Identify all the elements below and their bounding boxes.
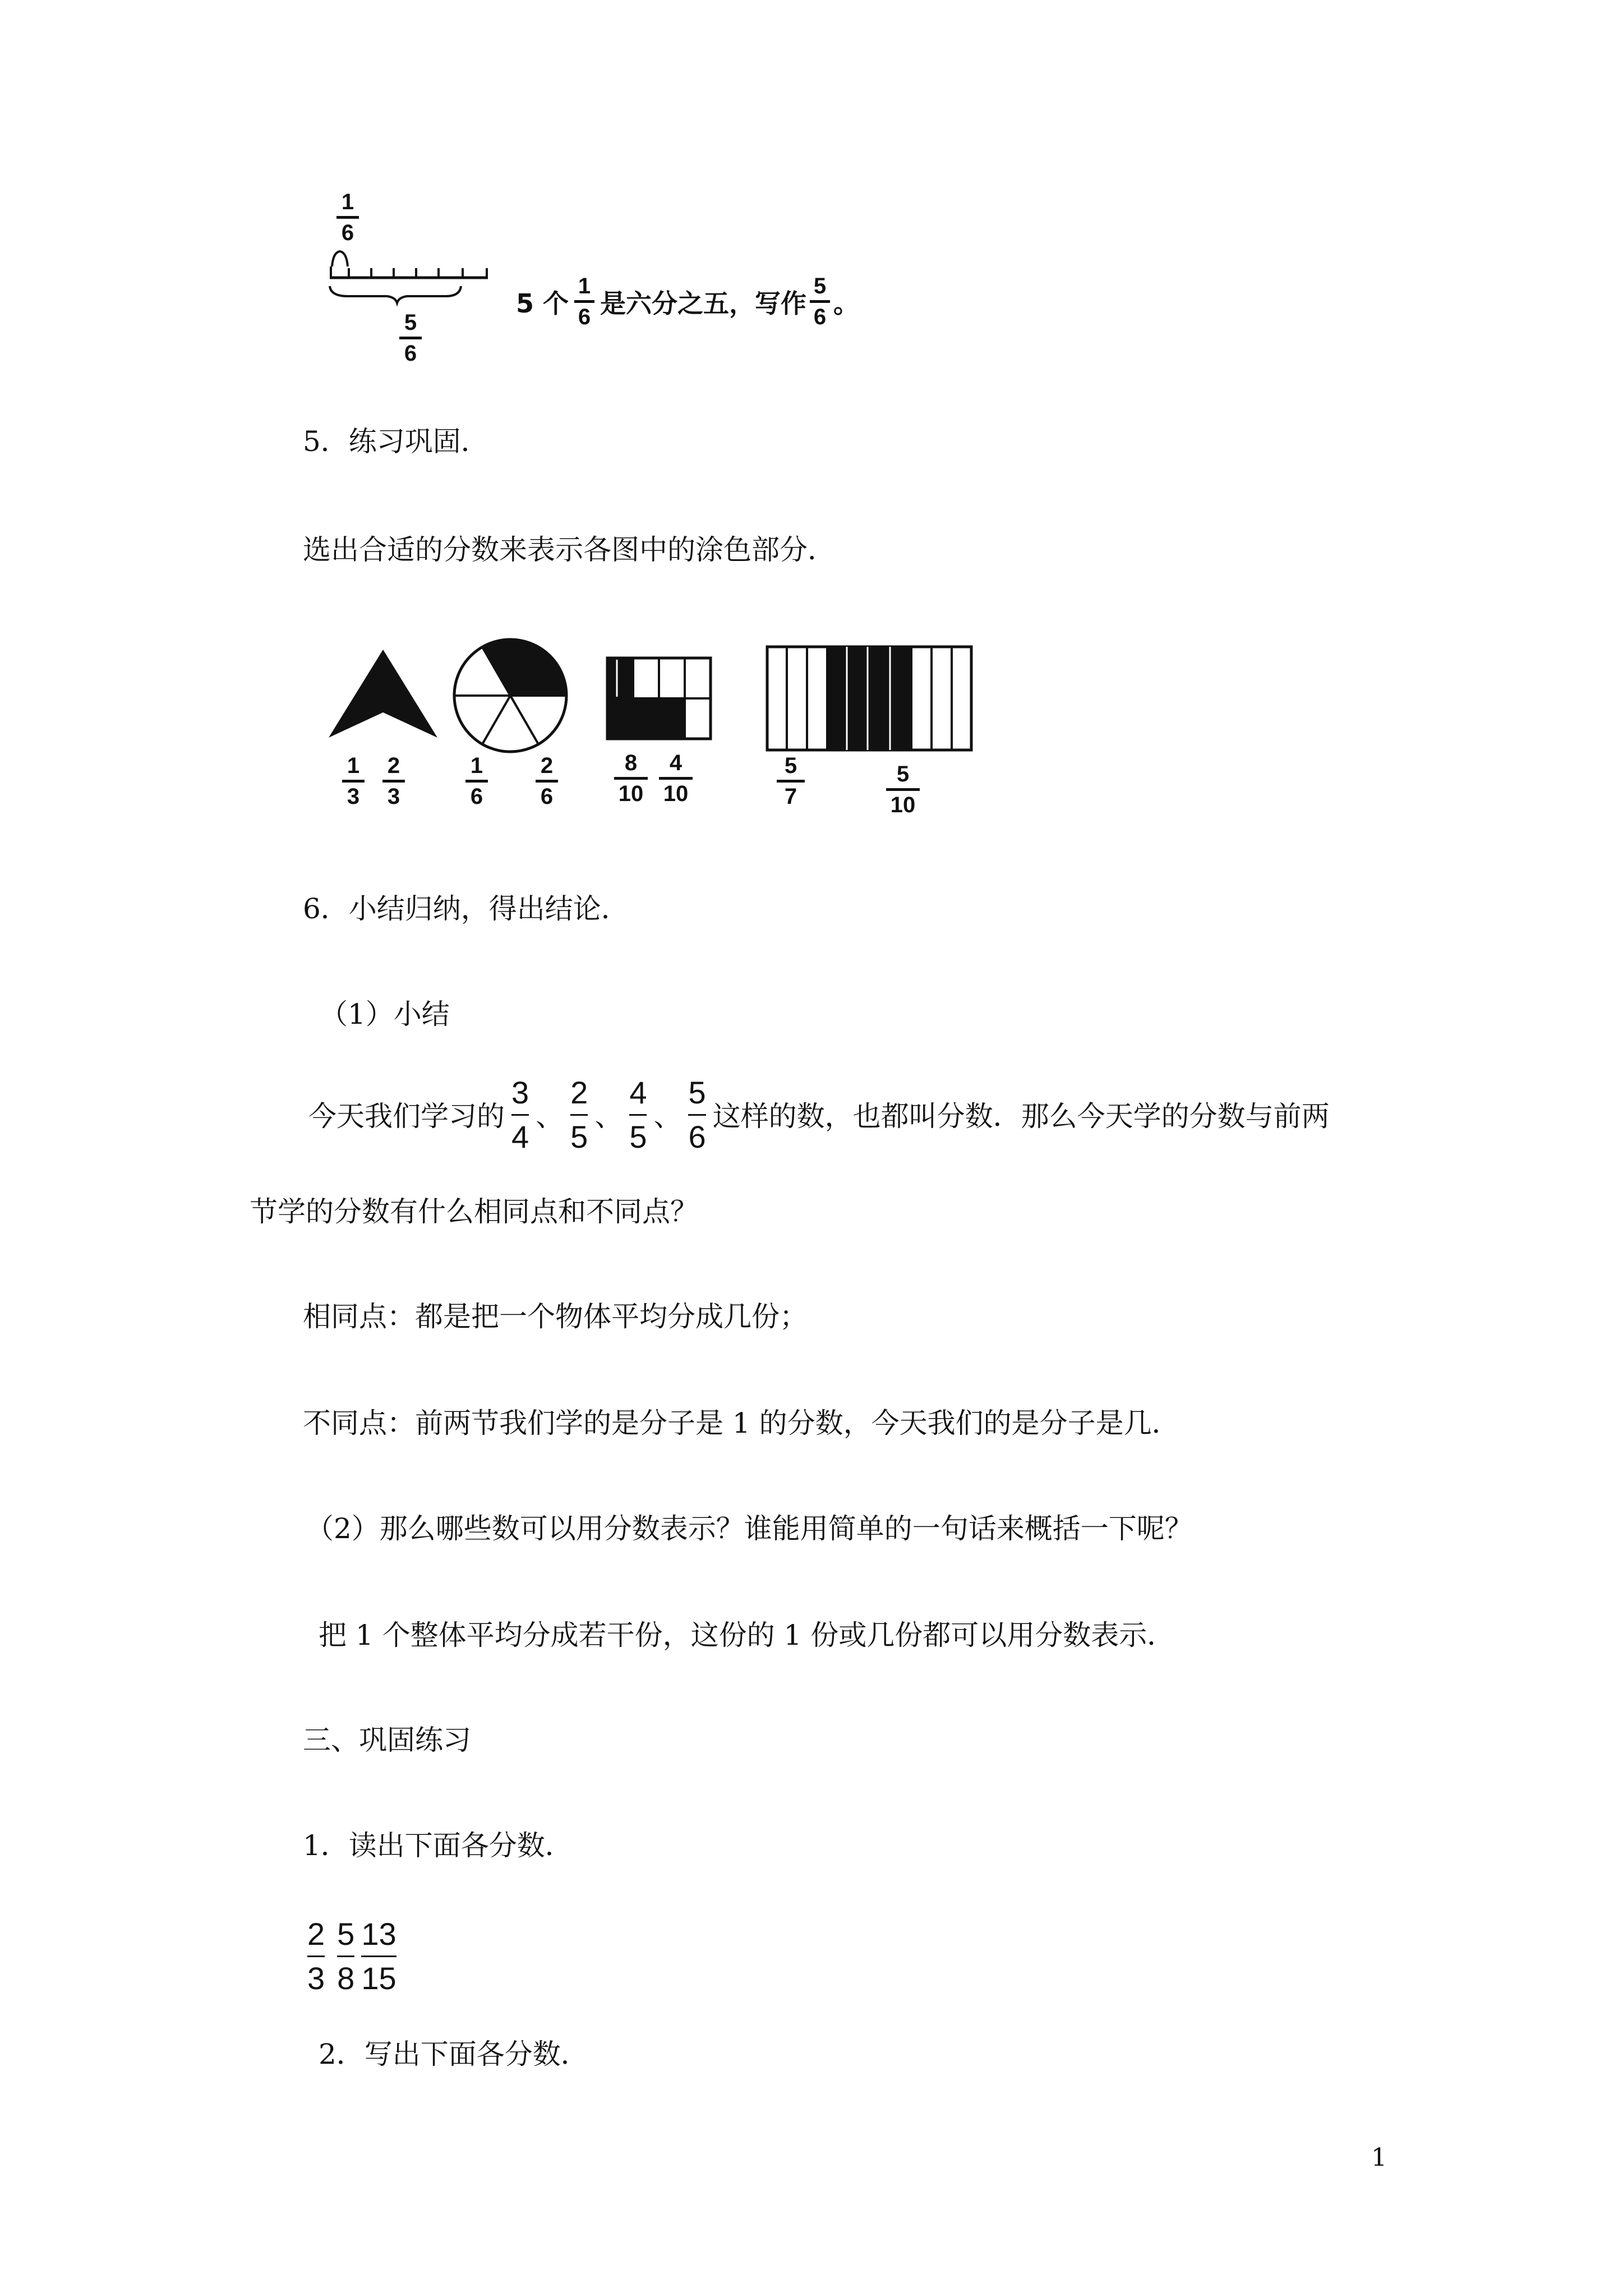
caption-fraction-2 xyxy=(810,275,830,328)
numerator: 2 xyxy=(540,753,554,778)
numerator: 1 xyxy=(347,753,360,778)
exercise-1-fraction-2 xyxy=(337,1918,354,1994)
numerator: 8 xyxy=(624,751,638,775)
denominator: 4 xyxy=(511,1119,529,1154)
fraction-bar xyxy=(536,780,558,783)
summary-prefix: 今天我们学习的 xyxy=(308,1100,505,1133)
shape4-option-1 xyxy=(777,754,805,808)
fraction-bar xyxy=(307,1955,325,1957)
denominator: 6 xyxy=(578,305,591,329)
denominator: 8 xyxy=(337,1961,355,1996)
denominator: 10 xyxy=(663,781,689,806)
summary-fraction-3 xyxy=(629,1077,647,1153)
numerator: 1 xyxy=(341,190,354,214)
fraction-bar xyxy=(336,216,359,219)
numerator: 2 xyxy=(387,753,400,778)
section-6-sub1: （1）小结 xyxy=(320,998,450,1030)
part-3-title: 三、巩固练习 xyxy=(303,1724,471,1756)
summary-separator-3: 、 xyxy=(653,1100,682,1133)
summary-fraction-1 xyxy=(511,1077,529,1153)
shape2-option-2 xyxy=(536,754,558,808)
fraction-bar xyxy=(777,780,805,783)
numerator: 5 xyxy=(688,1075,706,1110)
top-fraction-one-sixth xyxy=(336,191,359,244)
numerator: 13 xyxy=(361,1916,396,1952)
fraction-bar xyxy=(337,1955,354,1957)
denominator: 7 xyxy=(784,784,797,809)
shaded-triangle-figure xyxy=(324,645,442,740)
denominator: 3 xyxy=(347,784,360,809)
shaded-circle-figure xyxy=(449,634,572,757)
caption-fraction-1 xyxy=(574,275,594,328)
denominator: 5 xyxy=(629,1119,647,1154)
number-line-figure xyxy=(325,247,494,314)
caption-text-end: 。 xyxy=(833,288,860,319)
bottom-fraction-five-sixths xyxy=(399,311,422,365)
shape2-option-1 xyxy=(465,754,488,808)
fraction-bar xyxy=(382,780,405,783)
numerator: 2 xyxy=(570,1075,588,1110)
denominator: 6 xyxy=(341,220,354,245)
fraction-bar xyxy=(688,1114,706,1116)
different-point: 不同点：前两节我们学的是分子是 1 的分数，今天我们的是分子是几． xyxy=(303,1407,1180,1439)
shape4-option-2 xyxy=(886,763,920,816)
fraction-bar xyxy=(570,1114,588,1116)
fraction-bar xyxy=(810,300,830,303)
summary-separator-2: 、 xyxy=(594,1100,623,1133)
exercise-1-fraction-3 xyxy=(361,1918,396,1994)
exercise-2-title: 2．写出下面各分数． xyxy=(319,2038,589,2070)
exercise-1-fraction-1 xyxy=(307,1918,325,1994)
section-5-title: 5．练习巩固． xyxy=(303,425,489,458)
numerator: 5 xyxy=(337,1916,355,1952)
summary-fraction-4 xyxy=(688,1077,706,1153)
denominator: 3 xyxy=(387,784,400,809)
fraction-bar xyxy=(361,1955,396,1957)
fraction-bar xyxy=(629,1114,647,1116)
fraction-bar xyxy=(886,788,920,791)
fraction-bar xyxy=(511,1114,529,1116)
denominator: 6 xyxy=(540,784,554,809)
numerator: 5 xyxy=(784,753,797,778)
shaded-grid-figure xyxy=(606,656,712,740)
denominator: 6 xyxy=(470,784,483,809)
summary-line-2: 节学的分数有什么相同点和不同点？ xyxy=(250,1195,698,1228)
numerator: 5 xyxy=(404,310,417,335)
fraction-bar xyxy=(399,337,422,339)
caption-text-a: 5 个 xyxy=(516,288,569,319)
shape1-option-1 xyxy=(342,754,365,808)
exercise-1-fractions xyxy=(307,1918,396,1994)
summary-fraction-2 xyxy=(570,1077,588,1153)
numerator: 5 xyxy=(896,762,910,786)
numerator: 4 xyxy=(629,1075,647,1110)
same-point: 相同点：都是把一个物体平均分成几份； xyxy=(303,1300,808,1333)
denominator: 3 xyxy=(307,1961,325,1996)
numerator: 4 xyxy=(669,751,683,775)
shaded-strip-figure xyxy=(766,645,973,752)
summary-separator-1: 、 xyxy=(536,1100,564,1133)
fraction-bar xyxy=(574,300,594,303)
numerator: 3 xyxy=(511,1075,529,1110)
numerator: 1 xyxy=(578,274,591,298)
fraction-bar xyxy=(614,777,648,780)
section-6-sub2: （2）那么哪些数可以用分数表示？谁能用简单的一句话来概括一下呢？ xyxy=(306,1512,1193,1545)
section-5-instruction: 选出合适的分数来表示各图中的涂色部分． xyxy=(303,533,836,566)
denominator: 10 xyxy=(618,781,644,806)
caption-text-b: 是六分之五，写作 xyxy=(600,288,807,319)
numerator: 1 xyxy=(470,753,483,778)
conclusion-text: 把 1 个整体平均分成若干份，这份的 1 份或几份都可以用分数表示． xyxy=(319,1619,1175,1651)
fraction-bar xyxy=(659,777,693,780)
summary-paragraph xyxy=(308,1077,1330,1153)
denominator: 15 xyxy=(361,1961,396,1996)
denominator: 6 xyxy=(688,1119,706,1154)
exercise-1-title: 1．读出下面各分数． xyxy=(303,1829,573,1862)
shape1-option-2 xyxy=(382,754,405,808)
fraction-bar xyxy=(465,780,488,783)
shape3-option-2 xyxy=(659,752,693,805)
denominator: 5 xyxy=(570,1119,588,1154)
numerator: 5 xyxy=(813,274,827,298)
shape3-option-1 xyxy=(614,752,648,805)
section-6-title: 6．小结归纳，得出结论． xyxy=(303,892,629,925)
page-number: 1 xyxy=(1371,2143,1387,2172)
denominator: 10 xyxy=(890,793,916,817)
fraction-bar xyxy=(342,780,365,783)
number-line-caption xyxy=(516,275,859,328)
summary-suffix: 这样的数，也都叫分数．那么今天学的分数与前两 xyxy=(712,1100,1330,1133)
numerator: 2 xyxy=(307,1916,325,1952)
denominator: 6 xyxy=(813,305,827,329)
denominator: 6 xyxy=(404,341,417,366)
